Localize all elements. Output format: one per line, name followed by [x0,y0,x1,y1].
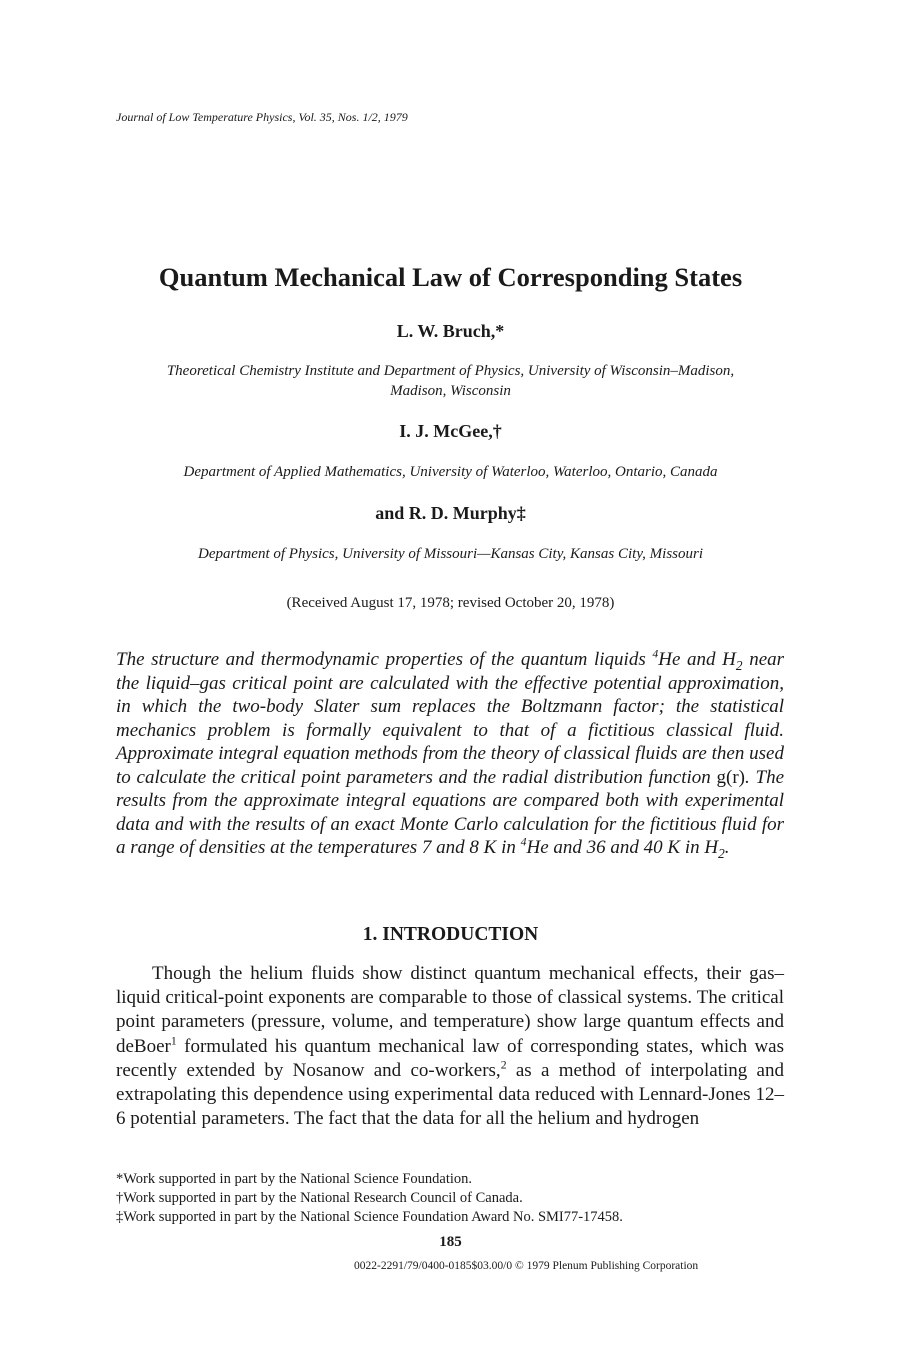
body-text: as a method of interpolating and extrapolating this dependence using experimental data reduced with Lennard-Jones 12–6 potential parameters. The fact that the data for all the helium and hydrogen [116,1059,784,1130]
author-name: L. W. Bruch,* [396,321,505,341]
author-name: and R. D. Murphy‡ [375,503,526,523]
paper-title: Quantum Mechanical Law of Corresponding States [158,262,743,292]
section-heading: 1. INTRODUCTION [362,924,539,945]
footnote: ‡Work supported in part by the National Science Foundation Award No. SMI77-17458. [116,1209,623,1225]
abstract-text: . [724,837,730,858]
footnote: *Work supported in part by the National Science Foundation. [116,1171,473,1187]
formula-subscript: 2 [735,657,743,673]
author-affiliation [80,361,821,401]
abstract-text: near the liquid–gas critical point are calculated with the effective potential approximation, in which the two-body Slater sum replaces the Boltzmann factor; the statistical mechanics problem is formally equivalent to that of a fictitious classical fluid. Approximate integral equation methods from the theory of classical fluids are then used to calculate the critical point parameters and the radial distribution function [116,649,785,788]
author-name: I. J. McGee,† [399,421,502,441]
received-dates: (Received August 17, 1978; revised October 20, 1978) [286,595,615,611]
affiliation-line: Theoretical Chemistry Institute and Department of Physics, University of Wisconsin–Madison, [166,363,735,379]
abstract-math: g(r) [716,766,745,788]
footnote: †Work supported in part by the National Research Council of Canada. [116,1190,523,1206]
formula-subscript: 2 [718,845,725,861]
journal-citation: Journal of Low Temperature Physics, Vol. 35, Nos. 1/2, 1979 [116,110,408,124]
affiliation-line: Department of Physics, University of Missouri—Kansas City, Kansas City, Missouri [197,546,703,562]
abstract-text: H [722,649,736,670]
abstract-text: He and 36 and 40 K in [526,837,705,858]
isotope-superscript: 4 [520,835,527,849]
copyright-line: 0022-2291/79/0400-0185$03.00/0 © 1979 Plenum Publishing Corporation [354,1260,699,1272]
abstract-text: He and [658,649,723,670]
footnotes [116,1170,796,1227]
abstract-text: The structure and thermodynamic properties of the quantum liquids [116,649,653,670]
intro-paragraph [116,962,784,1131]
reference-marker: 1 [170,1034,177,1048]
author-affiliation [80,544,821,564]
abstract-text: . The results from the approximate integral equations are compared both with experimental data and with the results of an exact Monte Carlo calculation for the fictitious fluid for a range of densities at the temperatures 7 and 8 K in [116,766,785,858]
page-number: 185 [439,1234,462,1250]
body-text: Though the helium fluids show distinct quantum mechanical effects, their gas–liquid critical-point exponents are comparable to those of classical systems. The critical point parameters (pressure, volume, and temperature) show large quantum effects and deBoer [116,963,784,1057]
affiliation-line: Madison, Wisconsin [390,383,511,399]
reference-marker: 2 [500,1058,507,1072]
affiliation-line: Department of Applied Mathematics, University of Waterloo, Waterloo, Ontario, Canada [183,464,718,480]
abstract-text: H [704,837,719,858]
author-affiliation [80,462,821,482]
body-text: formulated his quantum mechanical law of corresponding states, which was recently extended by Nosanow and co-workers, [116,1035,784,1081]
abstract [116,648,784,860]
isotope-superscript: 4 [652,647,659,661]
